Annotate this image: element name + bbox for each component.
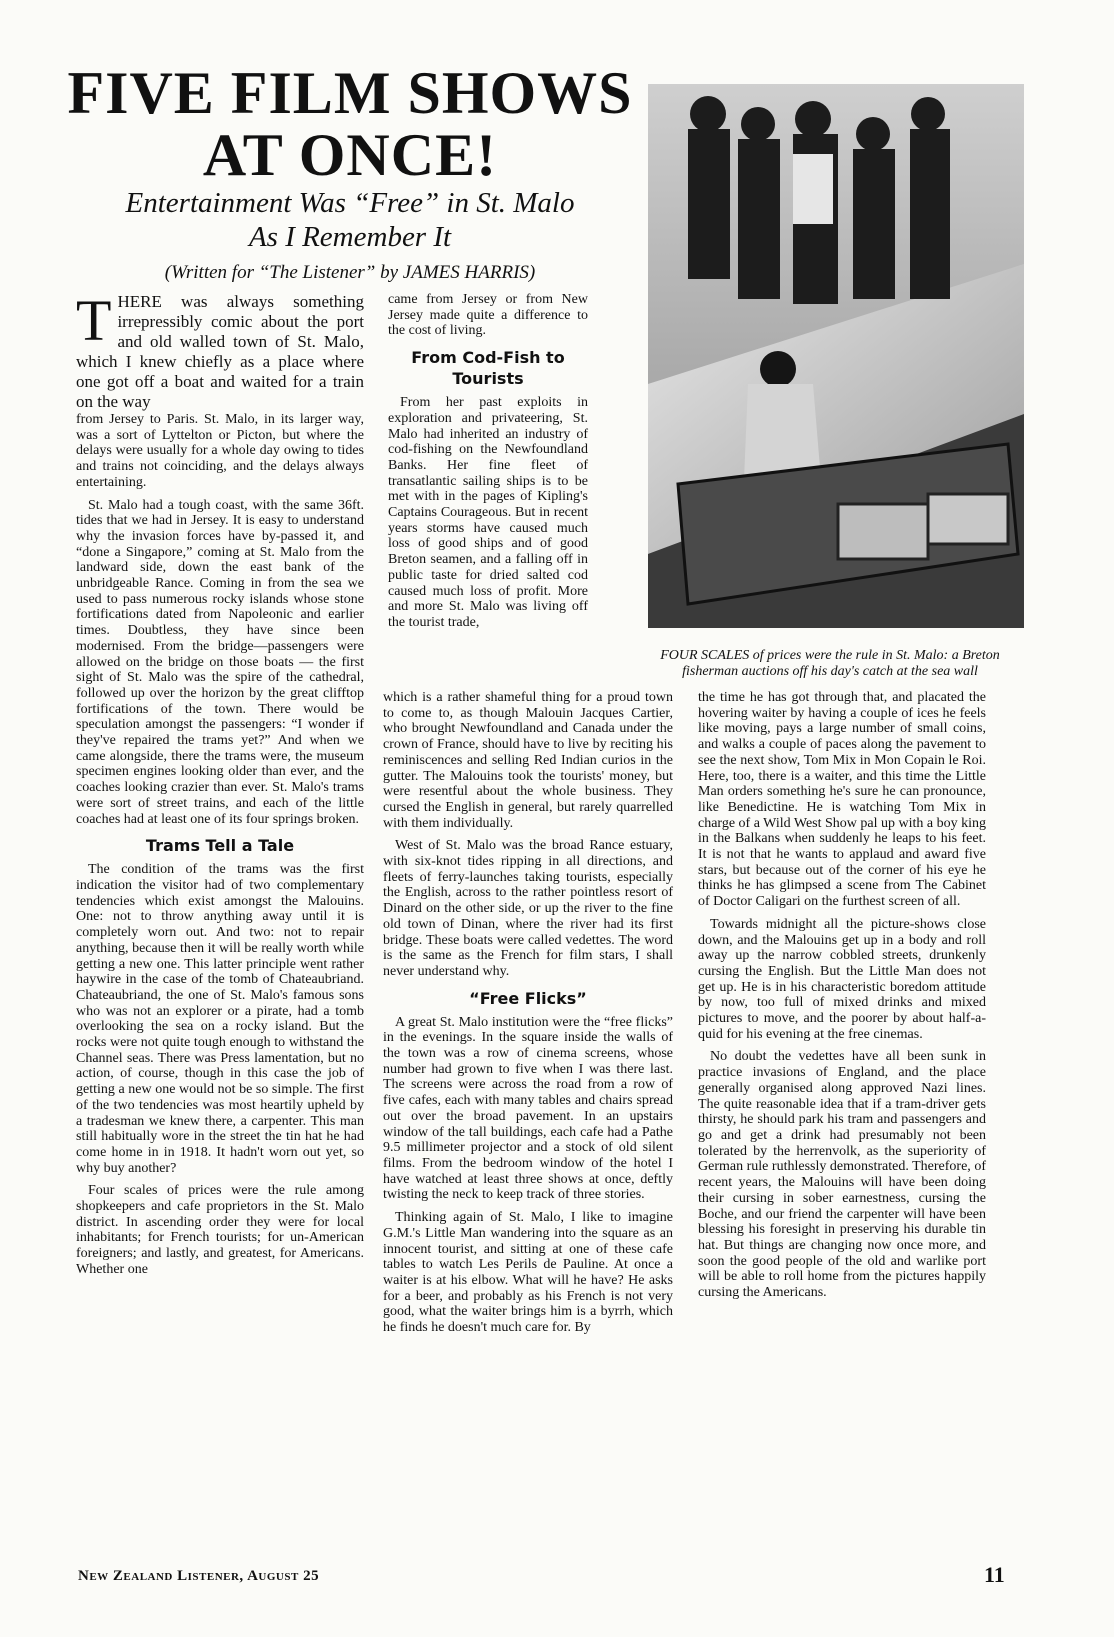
column-3 (698, 690, 986, 1308)
paragraph: Four scales of prices were the rule among shopkeepers and cafe proprietors in the St. Malo district. In ascending order they were for local inhabitants; for French tourists; for un-American foreigners; and lastly, and greatest, for Americans. Whether one (76, 1183, 364, 1277)
column-2-lower (383, 690, 673, 1343)
paragraph: which is a rather shameful thing for a proud town to come to, as though Malouin Jacques Cartier, who brought Newfoundland and Canada under the crown of France, should have to live by reciting his reminiscences and selling Red Indian curios in the gutter. The Malouins took the tourists' money, but were resentful about the whole business. They cursed the English in general, but rarely quarrelled with them individually. (383, 690, 673, 831)
drop-cap: T (76, 288, 112, 353)
paragraph: came from Jersey or from New Jersey made quite a difference to the cost of living. (388, 292, 588, 339)
paragraph: West of St. Malo was the broad Rance estuary, with six-knot tides ripping in all directions, and fleets of ferry-launches taking tourists, especially the English, across to the rather pointless resort of Dinard on the other side, or up the river to the fine old town of Dinan, where the river had its first bridge. These boats were called vedettes. The word is the same as the French for film stars, I shall never understand why. (383, 838, 673, 979)
paragraph: From her past exploits in exploration and privateering, St. Malo had inherited an industry of cod-fishing on the Newfoundland Banks. Her fine fleet of transatlantic sailing ships is to be met with in the pages of Kipling's Captains Courageous. But in recent years storms have caused much loss of good ships and of good Breton seamen, and a falling off in public taste for dried salted cod caused much loss of profit. More and more St. Malo was living off the tourist trade, (388, 395, 588, 630)
column-1-body (76, 412, 364, 1278)
paragraph: Towards midnight all the picture-shows close down, and the Malouins get up in a body and roll away up the narrow cobbled streets, drunkenly cursing the English. But the Little Man does not get up. He is in his characteristic boredom attitude by now, too full of mixed drinks and mixed pictures to move, and the poorer by about half-a-quid for his evening at the free cinemas. (698, 916, 986, 1042)
headline-line-1: FIVE FILM SHOWS (67, 60, 633, 126)
byline: (Written for “The Listener” by JAMES HARRIS) (164, 262, 536, 283)
paragraph: Thinking again of St. Malo, I like to imagine G.M.'s Little Man wandering into the square as an innocent tourist, and sitting at one of these cafe tables to watch Les Perils de Pauline. At once a waiter is at his elbow. What will he have? He asks for a beer, and probably as his French is not very good, what the waiter brings him is a byrrh, which he finds he doesn't much care for. By (383, 1210, 673, 1336)
paragraph: The condition of the trams was the first indication the visitor had of two complementary tendencies which exist amongst the Malouins. One: not to throw anything away until it is completely worn out. And two: not to repair anything, because then it will be really worth while getting a new one. This latter principle went rather haywire in the case of the tomb of Chateaubriand. Chateaubriand, the one of St. Malo's famous sons who was not an explorer or a pirate, had a tomb overlooking the sea on a rocky island. But the rocks were not quite tough enough to withstand the Channel seas. There was Press lamentation, but no action, of course, though in this case the job of getting a new one would not be so simple. The first of the two tendencies was most heartily upheld by a tradesman we knew there, a carpenter. This man still habitually wore in the street the tin hat he had come home in in 1918. It hadn't worn out yet, so why buy another? (76, 862, 364, 1176)
paragraph: the time he has got through that, and placated the hovering waiter by having a couple of ices he feels like moving, pays a large number of small coins, and walks a couple of paces along the pavement to see the next show, Tom Mix in Mon Copain le Roi. Here, too, there is a waiter, and this time the Little Man orders something he's sure he can pronounce, like Benedictine. He is watching Tom Mix in charge of a Wild West Show pal up with a boy king in the Balkans when suddenly he leaps to his feet. It is not that he wants to applaud and award five stars, but because out of the corner of his eye he thinks he has glimpsed a scene from The Cabinet of Doctor Caligari on the furthest screen of all. (698, 690, 986, 910)
paragraph: No doubt the vedettes have all been sunk in practice invasions of England, and the place generally organised along approved Nazi lines. The quite reasonable idea that if a tram-driver gets thirsty, he should park his tram and passengers and go and get a drink had presumably not been tolerated by the herrenvolk, as the superiority of German rule ruthlessly demonstrated. Therefore, of recent years, the Malouins will have been doing their cursing in sober earnestness, cursing the Boche, and our friend the carpenter will have been blessing his foresight in preserving his durable tin hat. But things are changing now once more, and soon the good people of the old and warlike port will be able to roll home from the pictures happily cursing the Americans. (698, 1049, 986, 1301)
subheadline-line-2: As I Remember It (248, 221, 452, 253)
column-2-upper (388, 292, 588, 638)
photo-fisherman-auction (648, 84, 1024, 628)
paragraph: A great St. Malo institution were the “free flicks” in the evenings. In the square inside the walls of the town was a row of cinema screens, whose number had grown to five when I was there last. The screens were across the road from a row of five cafes, each with many tables and chairs spread out over the broad pavement. In an upstairs window of the tall buildings, each cafe had a Pathe 9.5 millimeter projector and a stock of old silent films. From the bedroom window of the hotel I have watched at least three shows at once, deftly twisting the neck to keep track of three stories. (383, 1014, 673, 1203)
section-heading-trams: Trams Tell a Tale (145, 836, 295, 856)
section-heading-free-flicks: “Free Flicks” (469, 988, 587, 1008)
footer-publication: New Zealand Listener, August 25 (78, 1568, 320, 1584)
paragraph: from Jersey to Paris. St. Malo, in its larger way, was a sort of Lyttelton or Picton, but where the delays were usually for a whole day owing to tides and trains not coinciding, and the delays always entertaining. (76, 412, 364, 490)
column-1 (76, 288, 364, 1285)
subheadline-line-1: Entertainment Was “Free” in St. Malo (125, 187, 575, 219)
lead-paragraph (76, 288, 364, 412)
section-heading-cod-fish: From Cod-Fish to Tourists (411, 348, 565, 389)
headline-line-2: AT ONCE! (202, 122, 498, 188)
photo-illustration (648, 84, 1024, 628)
photo-caption: FOUR SCALES of prices were the rule in St. Malo: a Breton fisherman auctions off his day's catch at the sea wall (660, 648, 1000, 679)
paragraph: St. Malo had a tough coast, with the same 36ft. tides that we had in Jersey. It is easy to understand why the invasion forces have by-passed it, and “done a Singapore,” coming at St. Malo from the landward side, down the east bank of the unbridgeable Rance. Coming in from the sea we used to pass numerous rocky islands whose stone fortifications dated from Napoleonic and earlier times. Doubtless, they have since been modernised. From the bridge—passengers were allowed on the bridge on those boats — the first sight of St. Malo was the spire of the cathedral, followed up over the horizon by the great clifftop fortifications of the town. There would be speculation amongst the passengers: “I wonder if they've repaired the trams yet?” And when we came alongside, there the trams were, the museum specimen engines looking older than ever, and the coaches looking crazier than ever. St. Malo's trams were sort of street trains, and each of the little coaches had at least one of its four springs broken. (76, 497, 364, 827)
headline (60, 62, 640, 186)
subheadline (60, 186, 640, 254)
lead-text: HERE was always something irrepressibly comic about the port and old walled town of St. Malo, which I knew chiefly as a place where one got off a boat and waited for a train on the way (76, 292, 364, 411)
page-number: 11 (984, 1562, 1005, 1587)
